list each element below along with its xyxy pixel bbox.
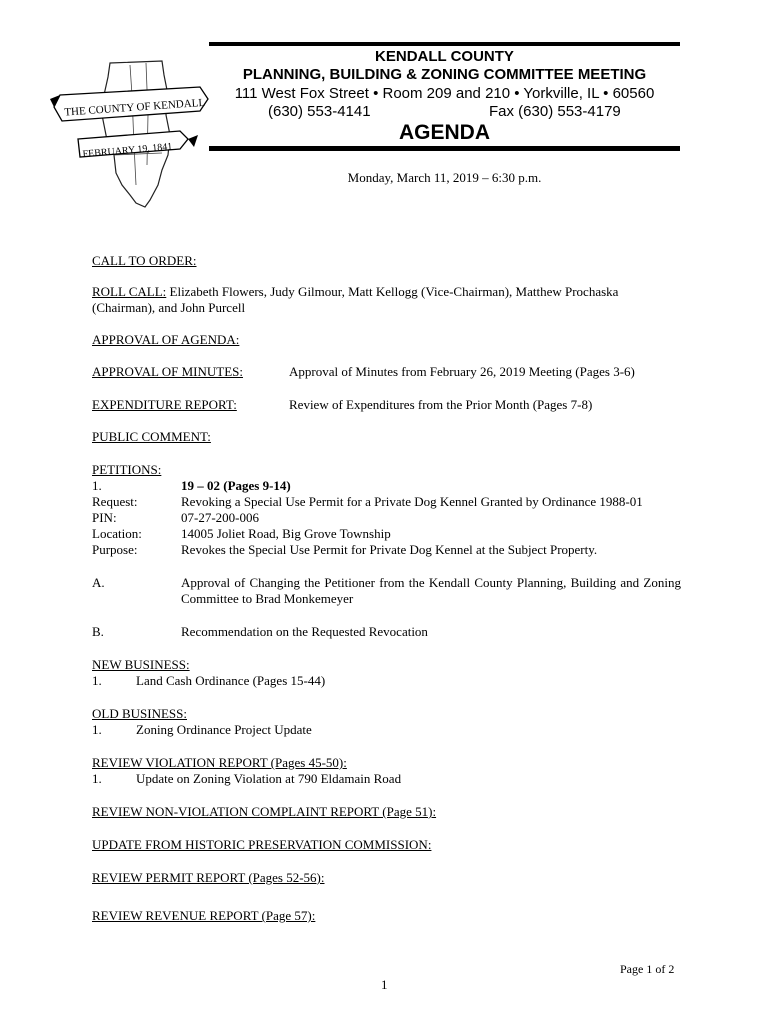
petition-item-b-text: Recommendation on the Requested Revocation: [181, 624, 428, 639]
petition-purpose: Revokes the Special Use Permit for Private Dog Kennel at the Subject Property.: [181, 542, 598, 557]
revenue-report: REVIEW REVENUE REPORT (Page 57):: [92, 908, 316, 923]
petition-item-a-text: Approval of Changing the Petitioner from the Kendall County Planning, Building and Zoning Committee to Brad Monkemeyer: [181, 575, 681, 606]
seal-bottom-text: FEBRUARY 19, 1841: [82, 141, 173, 161]
petition-request-label: Request:: [92, 494, 138, 509]
petition-pin-label: PIN:: [92, 510, 117, 525]
petition-pin: 07-27-200-006: [181, 510, 259, 525]
call-to-order: CALL TO ORDER:: [92, 253, 197, 268]
old-business-heading: OLD BUSINESS:: [92, 706, 187, 721]
new-business-number: 1.: [92, 673, 102, 688]
old-business-text: Zoning Ordinance Project Update: [136, 722, 312, 737]
agenda-title: AGENDA: [398, 121, 490, 144]
new-business-text: Land Cash Ordinance (Pages 15-44): [136, 673, 326, 688]
violation-report-text: Update on Zoning Violation at 790 Eldamain Road: [136, 771, 402, 786]
approval-of-agenda: APPROVAL OF AGENDA:: [92, 332, 240, 347]
approval-of-minutes-text: Approval of Minutes from February 26, 2019 Meeting (Pages 3-6): [289, 364, 635, 379]
county-name: KENDALL COUNTY: [375, 48, 514, 65]
petition-location: 14005 Joliet Road, Big Grove Township: [181, 526, 391, 541]
petition-number: 1.: [92, 478, 102, 493]
roll-call-label: ROLL CALL:: [92, 284, 167, 299]
expenditure-report-text: Review of Expenditures from the Prior Month (Pages 7-8): [289, 397, 593, 412]
petition-item-b-label: B.: [92, 624, 104, 639]
committee-name: PLANNING, BUILDING & ZONING COMMITTEE MEETING: [242, 66, 647, 83]
page-of-count: Page 1 of 2: [620, 962, 675, 976]
roll-call-members-cont: (Chairman), and John Purcell: [92, 300, 246, 315]
petition-location-label: Location:: [92, 526, 142, 541]
old-business-number: 1.: [92, 722, 102, 737]
non-violation-report: REVIEW NON-VIOLATION COMPLAINT REPORT (Page 51):: [92, 804, 437, 819]
office-address: 111 West Fox Street • Room 209 and 210 • Yorkville, IL • 60560: [234, 85, 655, 102]
roll-call: [92, 284, 682, 316]
petition-item-a-label: A.: [92, 575, 105, 590]
petition-purpose-label: Purpose:: [92, 542, 138, 557]
approval-of-minutes-label: APPROVAL OF MINUTES:: [92, 364, 243, 379]
roll-call-members: Elizabeth Flowers, Judy Gilmour, Matt Kellogg (Vice-Chairman), Matthew Prochaska: [166, 284, 619, 299]
header-top-rule: [209, 42, 680, 46]
expenditure-report-label: EXPENDITURE REPORT:: [92, 397, 237, 412]
seal-top-text: THE COUNTY OF KENDALL: [63, 96, 206, 119]
office-phone: (630) 553-4141: [268, 103, 371, 120]
meeting-date: Monday, March 11, 2019 – 6:30 p.m.: [347, 170, 542, 185]
petition-request: Revoking a Special Use Permit for a Private Dog Kennel Granted by Ordinance 1988-01: [181, 494, 643, 509]
violation-report-heading: REVIEW VIOLATION REPORT (Pages 45-50):: [92, 755, 347, 770]
new-business-item: [92, 673, 682, 689]
header-bottom-rule: [209, 146, 680, 151]
violation-report-item: [92, 771, 682, 787]
public-comment: PUBLIC COMMENT:: [92, 429, 211, 444]
petitions-heading: PETITIONS:: [92, 462, 162, 477]
old-business-item: [92, 722, 682, 738]
permit-report: REVIEW PERMIT REPORT (Pages 52-56):: [92, 870, 325, 885]
violation-report-number: 1.: [92, 771, 102, 786]
office-fax: Fax (630) 553-4179: [489, 103, 621, 120]
petition-case: 19 – 02 (Pages 9-14): [181, 478, 291, 493]
kendall-county-seal: [50, 55, 210, 215]
historic-preservation-update: UPDATE FROM HISTORIC PRESERVATION COMMISSION:: [92, 837, 432, 852]
page-number: 1: [381, 977, 388, 992]
new-business-heading: NEW BUSINESS:: [92, 657, 190, 672]
